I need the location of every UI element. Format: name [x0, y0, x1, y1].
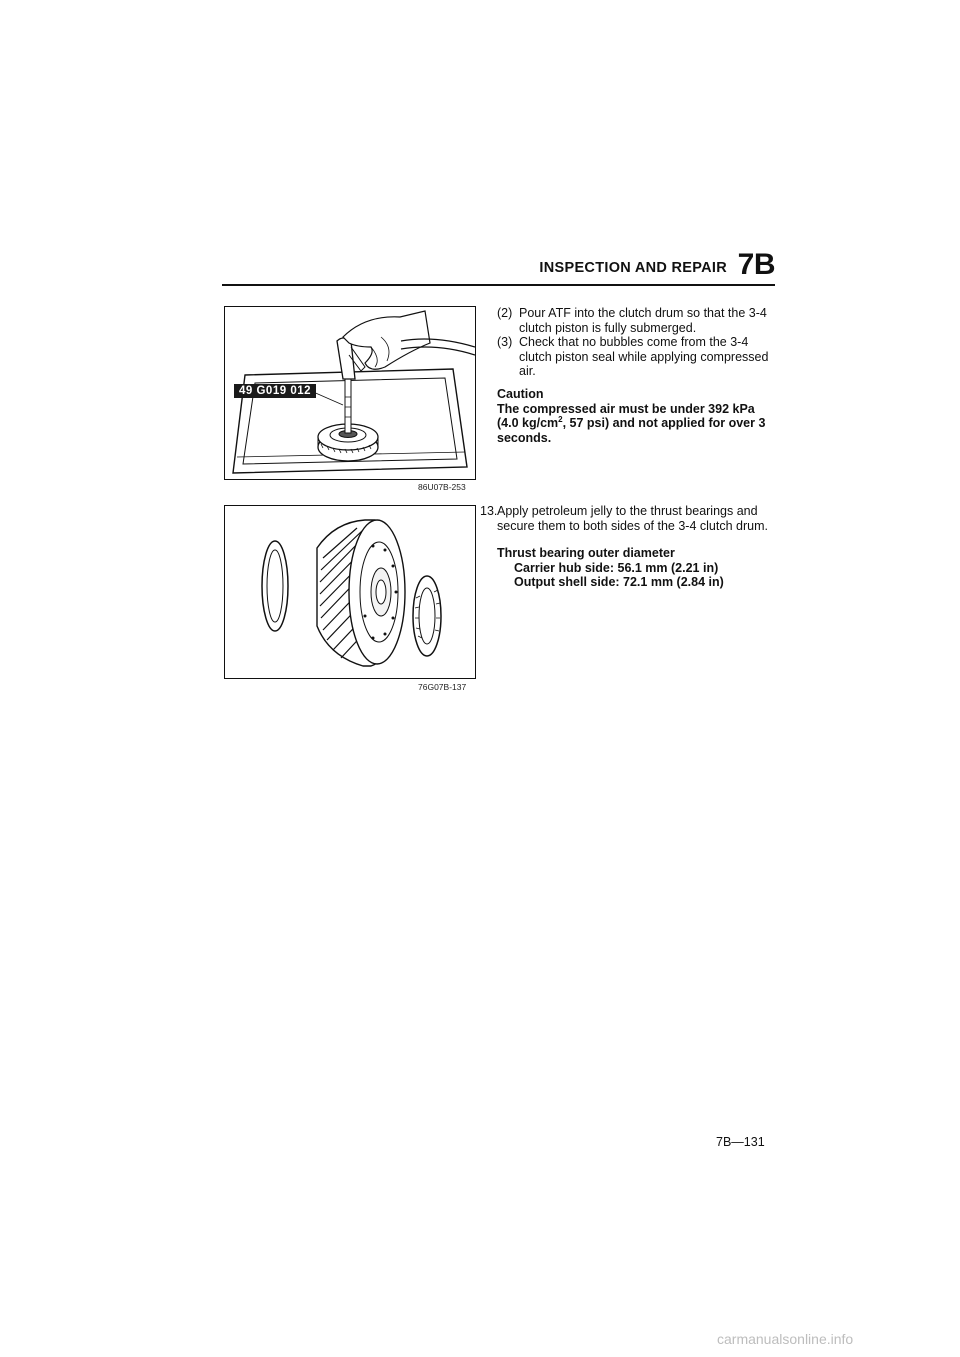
tool-number-label: 49 G019 012 — [234, 384, 316, 398]
spec-carrier-hub: Carrier hub side: 56.1 mm (2.21 in) — [514, 560, 719, 575]
figure-compressed-air-test — [224, 306, 476, 480]
step-number: (2) — [497, 306, 513, 320]
spec-output-shell: Output shell side: 72.1 mm (2.84 in) — [514, 575, 724, 589]
step-2 — [497, 306, 777, 335]
section-code: 7B — [737, 248, 775, 281]
step-13 — [480, 504, 780, 533]
thrust-bearings-illustration — [225, 506, 475, 678]
section-title: INSPECTION AND REPAIR — [539, 260, 727, 276]
step-text: Apply petroleum jelly to the thrust bearings and secure them to both sides of the 3-4 clutch drum. — [497, 504, 768, 533]
figure-caption: 76G07B-137 — [418, 682, 467, 692]
caution-title: Caution — [497, 387, 544, 401]
figure-thrust-bearings — [224, 505, 476, 679]
caution-text: The compressed air must be under 392 kPa (4.0 $kg/cm^2$, 57 psi) and not applied for over 3 seconds. — [497, 401, 766, 445]
page-number: 7B—131 — [716, 1135, 765, 1149]
watermark: carmanualsonline.info — [717, 1331, 854, 1347]
specification-block — [497, 546, 777, 590]
step-3 — [497, 335, 777, 379]
spec-title: Thrust bearing outer diameter — [497, 546, 675, 560]
step-text: Pour ATF into the clutch drum so that the 3-4 clutch piston is fully submerged. — [519, 306, 767, 335]
step-number: (3) — [497, 335, 513, 349]
step-number: 13. — [480, 504, 498, 518]
header-rule — [222, 284, 775, 286]
procedure-steps — [497, 306, 777, 379]
figure-caption: 86U07B-253 — [418, 482, 466, 492]
caution-block — [497, 387, 777, 445]
step-text: Check that no bubbles come from the 3-4 clutch piston seal while applying compressed air. — [519, 335, 769, 378]
page-header — [222, 248, 775, 284]
